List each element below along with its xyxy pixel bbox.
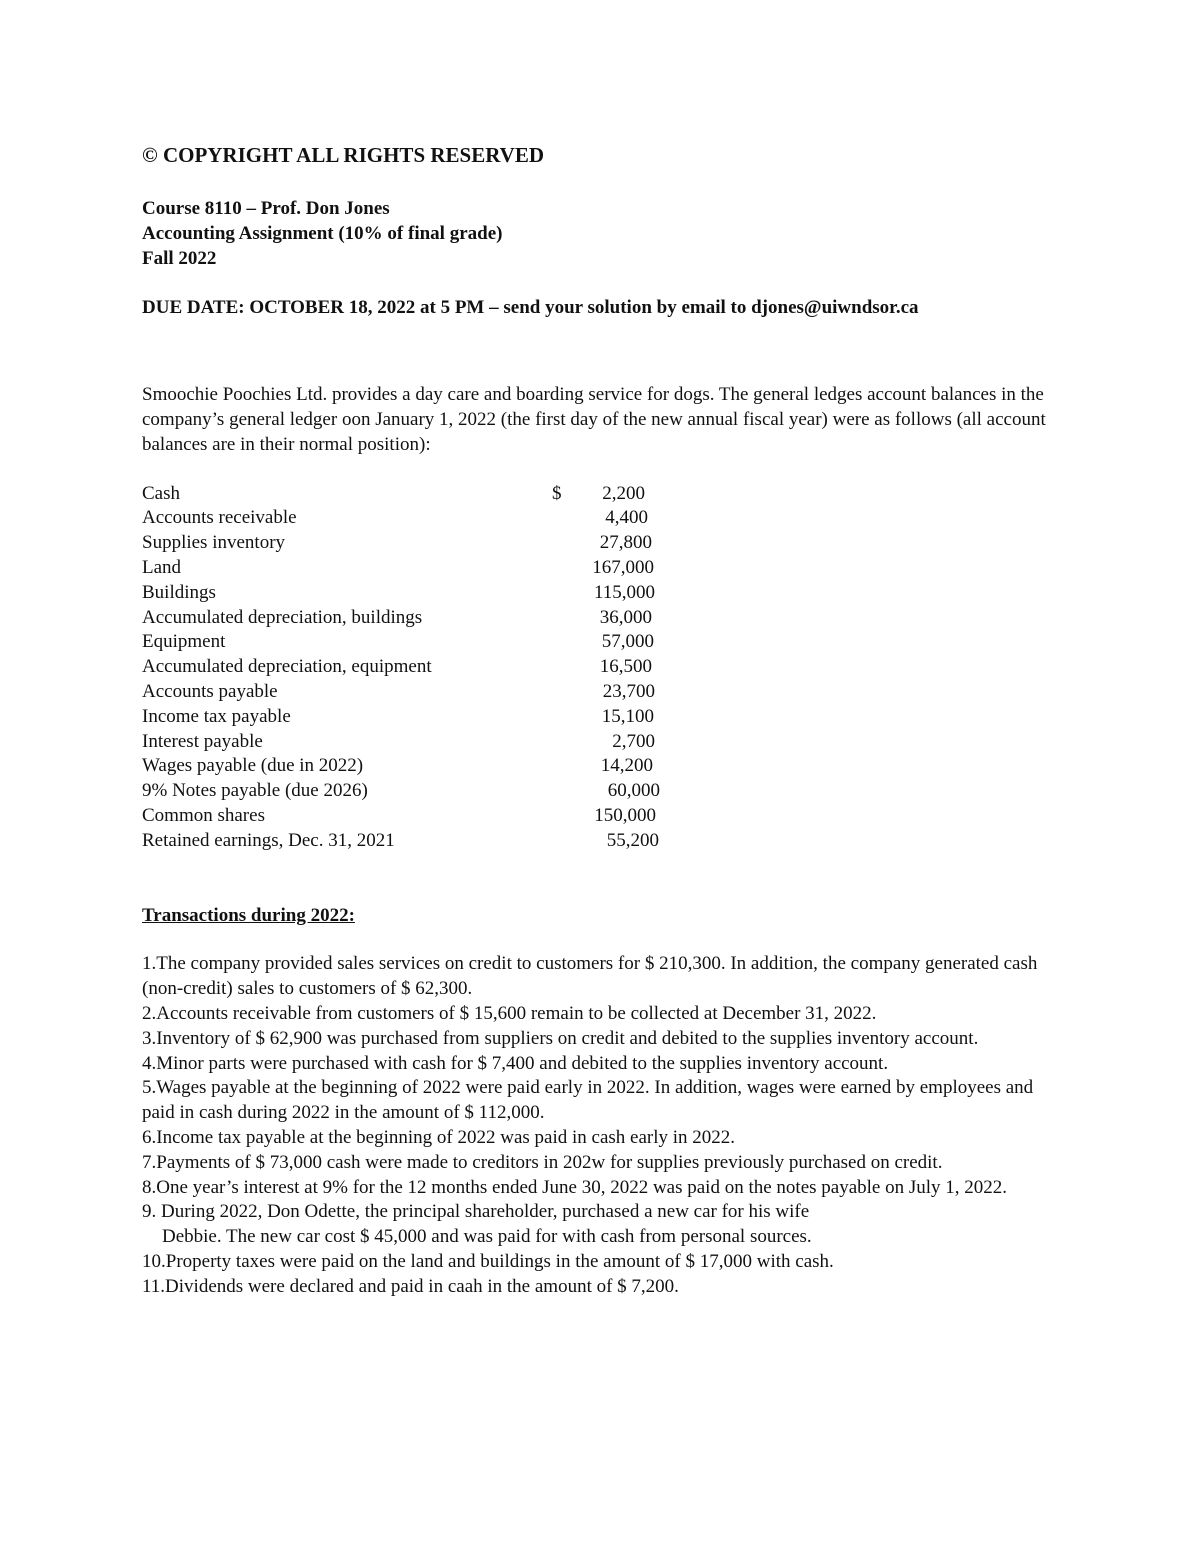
transactions-heading: Transactions during 2022:	[142, 904, 355, 926]
account-name: Accumulated depreciation, equipment	[142, 656, 432, 678]
transaction-item: 9. During 2022, Don Odette, the principal shareholder, purchased a new car for his wife	[142, 1201, 810, 1223]
balance-row	[142, 730, 1102, 755]
account-amount: 14,200	[600, 755, 653, 777]
account-name: Common shares	[142, 804, 265, 826]
account-amount: 23,700	[602, 680, 655, 702]
balance-row	[142, 581, 1102, 606]
due-date: DUE DATE: OCTOBER 18, 2022 at 5 PM – send your solution by email to djones@uiwndsor.ca	[142, 297, 919, 319]
account-amount: 4,400	[605, 507, 648, 529]
balance-row	[142, 754, 1102, 779]
account-amount: 167,000	[592, 556, 654, 578]
balance-row	[142, 655, 1102, 680]
account-name: 9% Notes payable (due 2026)	[142, 780, 368, 802]
account-name: Supplies inventory	[142, 532, 286, 554]
account-name: Accounts receivable	[142, 507, 297, 529]
balance-row	[142, 630, 1102, 655]
account-name: Retained earnings, Dec. 31, 2021	[142, 829, 395, 851]
account-amount: 2,700	[612, 730, 655, 752]
account-amount: 57,000	[601, 631, 654, 653]
transaction-item: 11.Dividends were declared and paid in caah in the amount of $ 7,200.	[142, 1275, 679, 1297]
transaction-item-continuation: Debbie. The new car cost $ 45,000 and was paid for with cash from personal sources.	[162, 1226, 812, 1248]
account-name: Income tax payable	[142, 705, 291, 727]
account-name: Land	[142, 556, 182, 578]
balance-row	[142, 829, 1102, 854]
account-amount: 115,000	[593, 581, 655, 603]
account-amount: 15,100	[601, 705, 654, 727]
account-amount: 36,000	[599, 606, 652, 628]
account-amount: 60,000	[607, 780, 660, 802]
ledger-balances	[142, 482, 1102, 854]
transaction-item: 8.One year’s interest at 9% for the 12 months ended June 30, 2022 was paid on the notes payable on July 1, 2022.	[142, 1176, 1008, 1198]
transaction-item: 6.Income tax payable at the beginning of 2022 was paid in cash early in 2022.	[142, 1126, 736, 1148]
term: Fall 2022	[142, 247, 217, 269]
account-amount: 150,000	[594, 804, 656, 826]
account-name: Cash	[142, 482, 180, 504]
transaction-item: 3.Inventory of $ 62,900 was purchased from suppliers on credit and debited to the supplies inventory account.	[142, 1027, 979, 1049]
intro-paragraph: Smoochie Poochies Ltd. provides a day care and boarding service for dogs. The general ledges account balances in the company’s general ledger oon January 1, 2022 (the first day of the new annual fiscal year) were as follows (all account balances are in their normal position):	[142, 384, 1046, 455]
account-amount: 2,200	[602, 482, 645, 504]
balance-row	[142, 804, 1102, 829]
balance-row	[142, 705, 1102, 730]
account-amount: 16,500	[599, 656, 652, 678]
assignment-title: Accounting Assignment (10% of final grade)	[142, 222, 503, 244]
transaction-item: 2.Accounts receivable from customers of $ 15,600 remain to be collected at December 31, 2022.	[142, 1002, 877, 1024]
account-amount: 27,800	[599, 532, 652, 554]
balance-row	[142, 556, 1102, 581]
transactions-list	[142, 952, 1057, 1299]
account-name: Equipment	[142, 631, 226, 653]
transaction-item: 5.Wages payable at the beginning of 2022 were paid early in 2022. In addition, wages were earned by employees and paid in cash during 2022 in the amount of $ 112,000.	[142, 1077, 1034, 1124]
account-amount: 55,200	[606, 829, 659, 851]
balance-row	[142, 531, 1102, 556]
document-page	[142, 141, 1102, 1299]
account-name: Accumulated depreciation, buildings	[142, 606, 423, 628]
account-name: Accounts payable	[142, 680, 278, 702]
transaction-item: 4.Minor parts were purchased with cash for $ 7,400 and debited to the supplies inventory account.	[142, 1052, 889, 1074]
course-title: Course 8110 – Prof. Don Jones	[142, 198, 390, 219]
transaction-item: 10.Property taxes were paid on the land and buildings in the amount of $ 17,000 with cash.	[142, 1250, 834, 1272]
balance-row	[142, 482, 1102, 507]
copyright-notice: © COPYRIGHT ALL RIGHTS RESERVED	[142, 143, 544, 167]
balance-row	[142, 680, 1102, 705]
account-name: Interest payable	[142, 730, 263, 752]
account-name: Buildings	[142, 581, 216, 603]
balance-row	[142, 506, 1102, 531]
currency-symbol: $	[552, 482, 562, 504]
transaction-item: 1.The company provided sales services on credit to customers for $ 210,300. In addition, the company generated cash (non-credit) sales to customers of $ 62,300.	[142, 953, 1038, 1000]
transaction-item: 7.Payments of $ 73,000 cash were made to creditors in 202w for supplies previously purchased on credit.	[142, 1151, 943, 1173]
balance-row	[142, 606, 1102, 631]
account-name: Wages payable (due in 2022)	[142, 755, 364, 777]
balance-row	[142, 779, 1102, 804]
